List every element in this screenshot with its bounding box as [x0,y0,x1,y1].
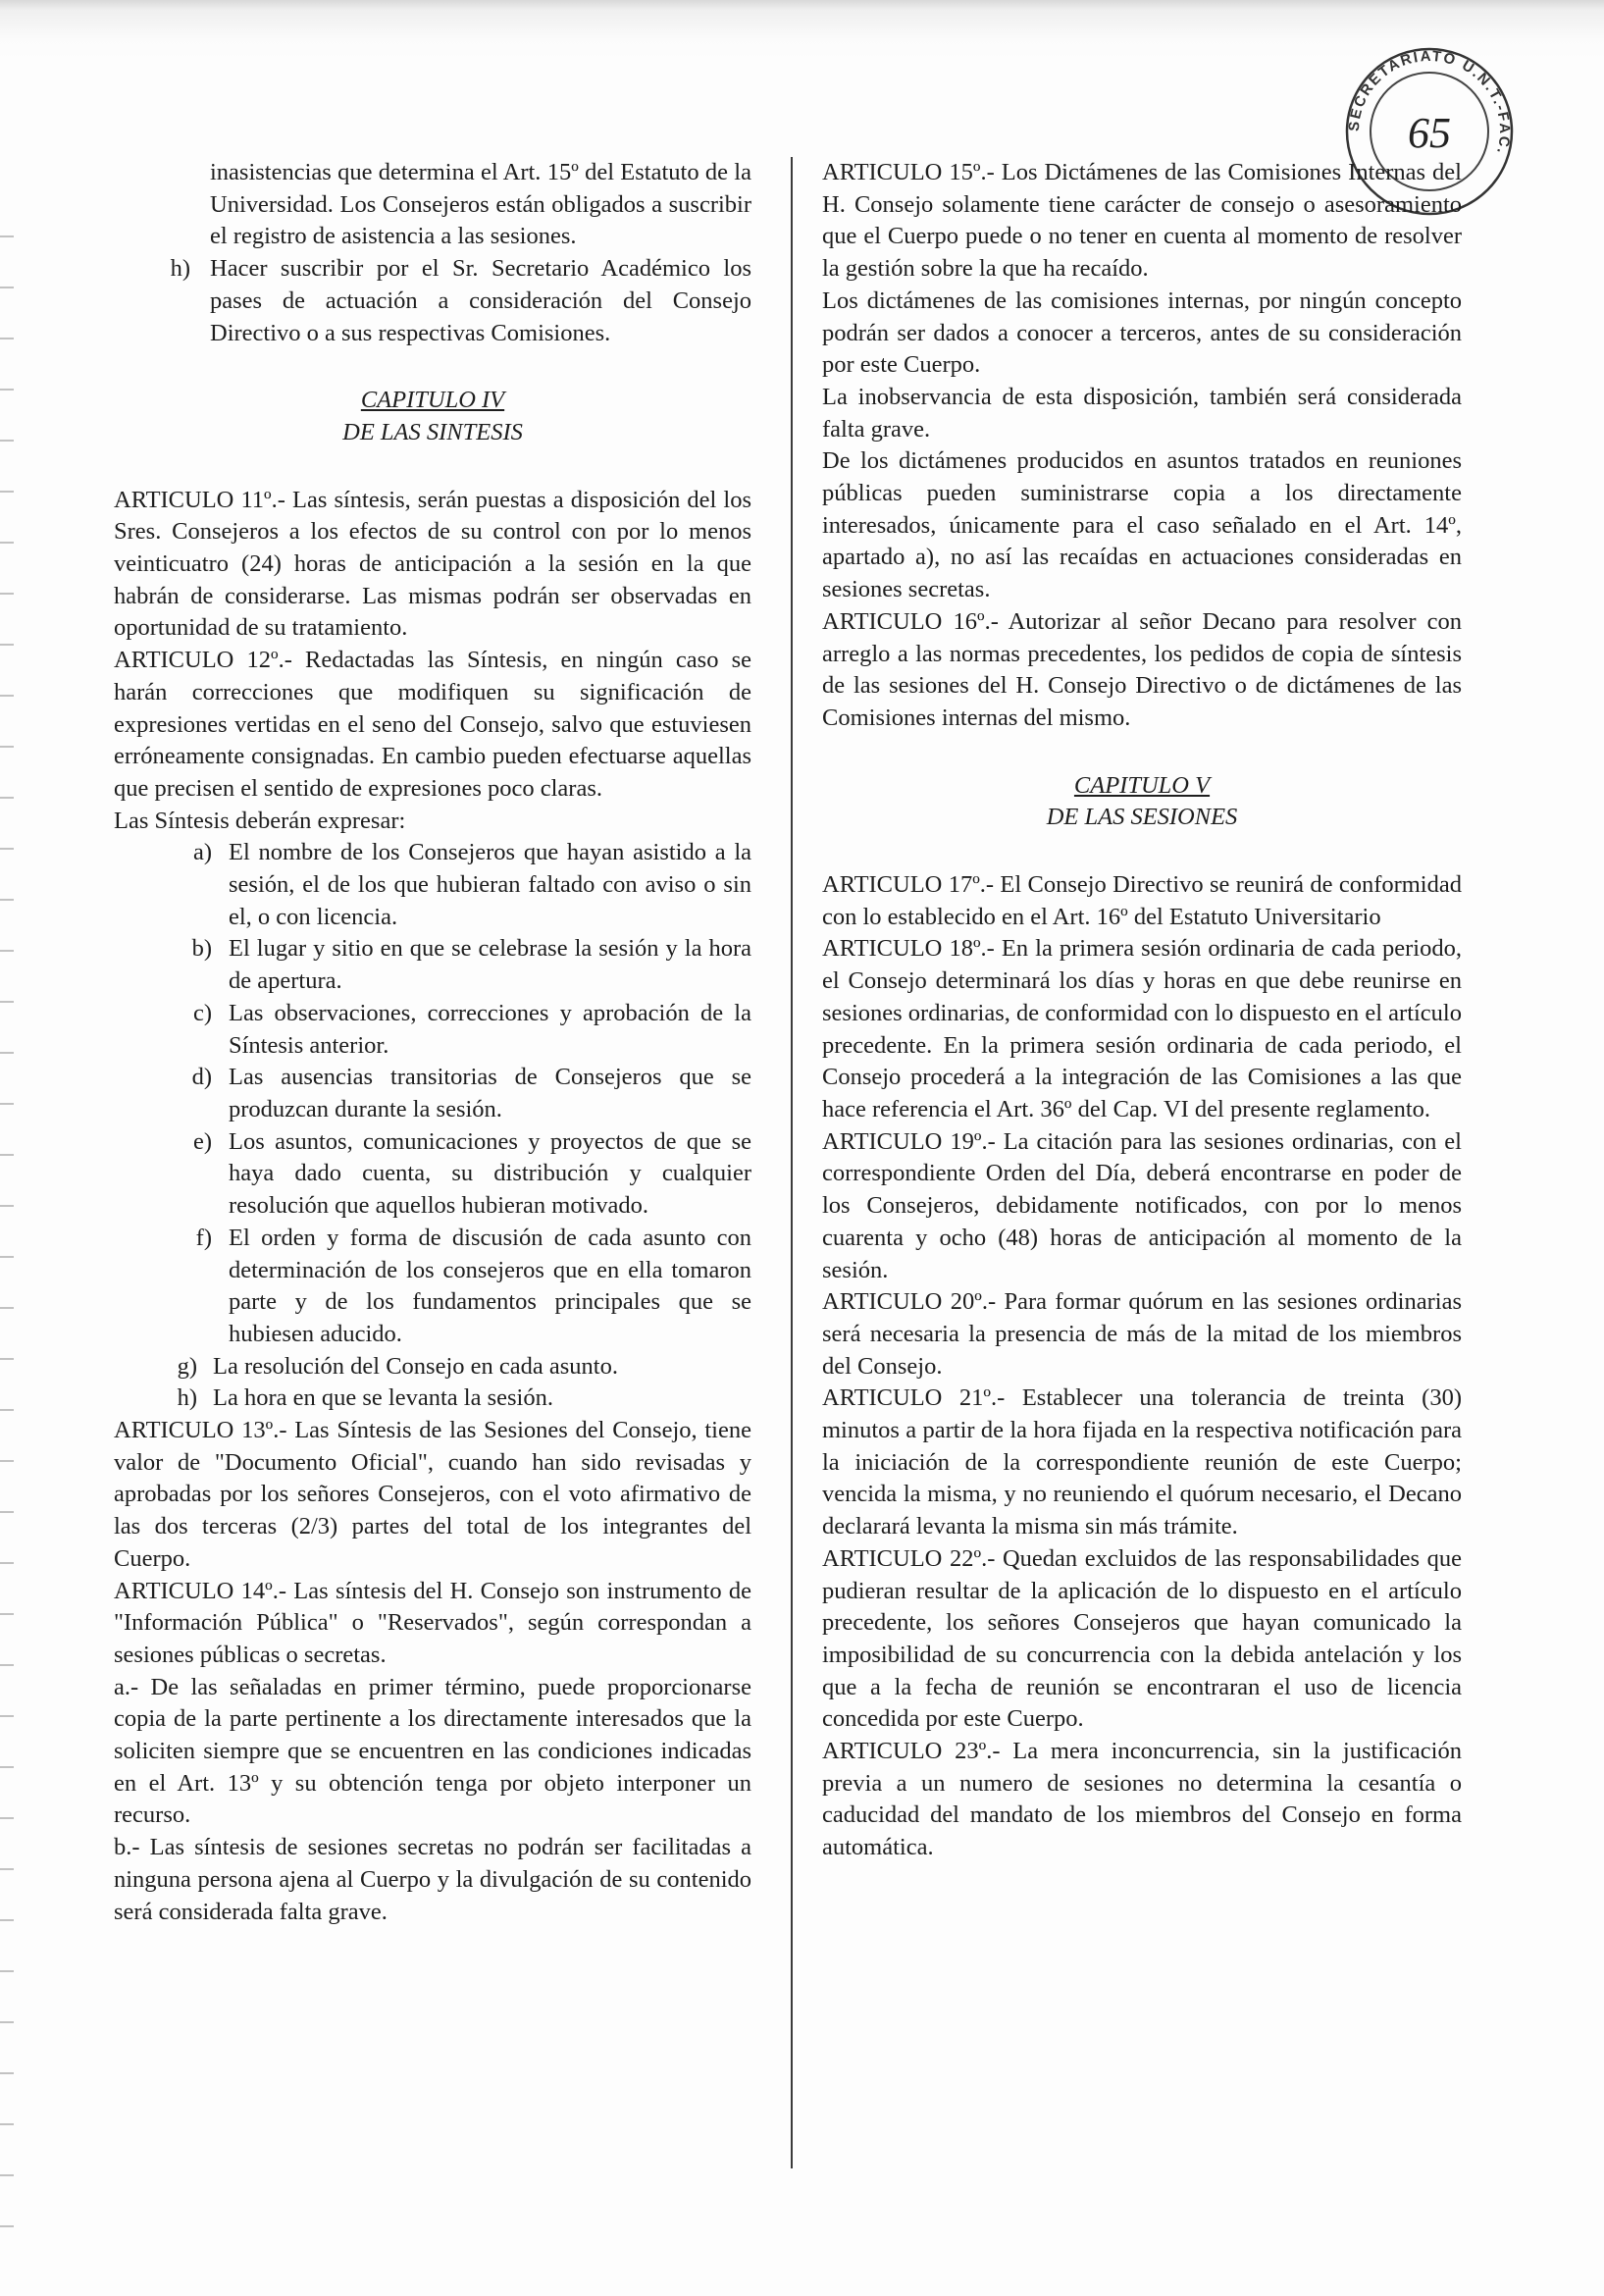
item-label: h) [177,1384,197,1412]
synthesis-contents-list [114,837,751,1415]
list-item [114,1062,751,1125]
article-22: ARTICULO 22º.- Quedan excluidos de las responsabilidades que pudieran resultar de la aplicación de lo dispuesto en el artículo precedente, los señores Consejeros que hayan comunicado la imposibilidad de su concurrencia con la debida antelación y los que a la fecha de reunión se encontraran el uso de licencia concedida por este Cuerpo. [822,1544,1462,1733]
article-15-paragraph: De los dictámenes producidos en asuntos tratados en reuniones públicas pueden suministrarse copia a los directamente interesados, únicamente para el caso señalado en el Art. 14º, apartado a), no así las recaídas en actuaciones consideradas en sesiones secretas. [822,447,1462,603]
item-label: f) [195,1224,212,1251]
list-item [114,1351,751,1383]
article-15: ARTICULO 15º.- Los Dictámenes de las Comisiones Internas del H. Consejo solamente tiene carácter de consejo o asesoramiento que el Cuerpo puede o no tener en cuenta al momento de resolver la gestión sobre la que ha recaído. [822,159,1462,283]
article-15-paragraph: Los dictámenes de las comisiones internas, por ningún concepto podrán ser dados a conocer a terceros, antes de su consideración por este Cuerpo. [822,287,1462,379]
left-column [114,157,751,1928]
item-text: Los asuntos, comunicaciones y proyectos de que se haya dado cuenta, su distribución y cualquier resolución que aquellos hubieran motivado. [229,1127,751,1220]
list-item [114,157,751,253]
article-12: ARTICULO 12º.- Redactadas las Síntesis, en ningún caso se harán correcciones que modifiquen su significación de expresiones vertidas en el seno del Consejo, salvo que estuviesen erróneamente consignadas. En cambio pueden efectuarse aquellas que precisen el sentido de expresiones poco claras. [114,647,751,802]
article-20: ARTICULO 20º.- Para formar quórum en las sesiones ordinarias será necesaria la presencia de más de la mitad de los miembros del Consejo. [822,1288,1462,1380]
article-11: ARTICULO 11º.- Las síntesis, serán puestas a disposición del los Sres. Consejeros a los efectos de su control con por lo menos veinticuatro (24) horas de anticipación a la sesión en la que habrán de considerarse. Las mismas podrán ser observadas en oportunidad de su tratamiento. [114,486,751,642]
item-text: El nombre de los Consejeros que hayan asistido a la sesión, el de los que hubieran faltado con aviso o sin el, o con licencia. [229,839,751,930]
list-item [114,837,751,933]
list-item [114,1223,751,1351]
handwritten-page-number: 65 [1408,109,1451,157]
article-18: ARTICULO 18º.- En la primera sesión ordinaria de cada periodo, el Consejo determinará los días y horas en que debe reunirse en sesiones ordinarias, de conformidad con lo dispuesto en el artículo precedente. En la primera sesión ordinaria de cada periodo, el Consejo procederá a la integración de las Comisiones a las que hace referencia el Art. 36º del Cap. VI del presente reglamento. [822,935,1462,1122]
item-label: g) [177,1352,197,1380]
chapter-title: CAPITULO IV [360,387,505,414]
chapter-subtitle: DE LAS SINTESIS [342,418,523,445]
column-divider [791,157,793,2168]
seal-ring-text: SECRETARIATO U.N.T.-FAC. [1345,47,1514,158]
intro-paragraph: inasistencias que determina el Art. 15º del Estatuto de la Universidad. Los Consejeros están obligados a suscribir el registro de asistencia a las sesiones. [210,159,751,250]
item-text: La resolución del Consejo en cada asunto. [213,1352,618,1380]
item-text: Hacer suscribir por el Sr. Secretario Académico los pases de actuación a consideración del Consejo Directivo o a sus respectivas Comisiones. [210,255,751,346]
chapter-subtitle: DE LAS SESIONES [1046,804,1238,831]
list-item [114,998,751,1062]
article-21: ARTICULO 21º.- Establecer una tolerancia de treinta (30) minutos a partir de la hora fijada en la respectiva notificación para la iniciación de la correspondiente reunión de este Cuerpo; vencida la misma, y no reuniendo el quórum necesario, el Decano declarará levanta la misma sin más trámite. [822,1384,1462,1540]
item-label: a) [192,839,212,866]
item-text: El orden y forma de discusión de cada asunto con determinación de los consejeros que en ella tomaron parte y de los fundamentos principales que se hubiesen aducido. [229,1224,751,1347]
list-item [114,1383,751,1415]
list-item [114,253,751,349]
item-label: e) [192,1127,212,1155]
item-text: Las ausencias transitorias de Consejeros que se produzcan durante la sesión. [229,1064,751,1122]
item-label: h) [170,255,190,283]
chapter-title: CAPITULO V [1073,771,1211,799]
article-16: ARTICULO 16º.- Autorizar al señor Decano para resolver con arreglo a las normas precedentes, los pedidos de copia de síntesis de las sesiones del H. Consejo Directivo o de dictámenes de las Comisiones internas del mismo. [822,607,1462,731]
list-item [114,933,751,997]
item-text: La hora en que se levanta la sesión. [213,1384,553,1412]
item-label: b) [191,935,212,963]
article-14-a: a.- De las señaladas en primer término, puede proporcionarse copia de la parte pertinente a los directamente interesados que la soliciten siempre que se encuentren en las condiciones indicadas en el Art. 13º y su obtención tenga por objeto interponer un recurso. [114,1673,751,1829]
item-text: El lugar y sitio en que se celebrase la sesión y la hora de apertura. [229,935,751,995]
article-23: ARTICULO 23º.- La mera inconcurrencia, sin la justificación previa a un numero de sesiones no determina la cesantía o caducidad del mandato de los miembros del Consejo en forma automática. [822,1738,1462,1861]
item-label: d) [191,1064,212,1091]
list-intro: Las Síntesis deberán expresar: [114,807,406,834]
article-14: ARTICULO 14º.- Las síntesis del H. Consejo son instrumento de "Información Pública" o "Reservados", según correspondan a sesiones públicas o secretas. [114,1577,751,1668]
right-column [822,157,1462,1864]
scan-margin-marks [0,196,14,2257]
article-13: ARTICULO 13º.- Las Síntesis de las Sesiones del Consejo, tiene valor de "Documento Oficial", cuando han sido revisadas y aprobadas por los señores Consejeros, con el voto afirmativo de las dos terceras (2/3) partes del total de los integrantes del Cuerpo. [114,1417,751,1572]
article-17: ARTICULO 17º.- El Consejo Directivo se reunirá de conformidad con lo establecido en el Art. 16º del Estatuto Universitario [822,871,1462,930]
article-19: ARTICULO 19º.- La citación para las sesiones ordinarias, con el correspondiente Orden del Día, deberá encontrarse en poder de los Consejeros, debidamente notificados, con por lo menos cuarenta y ocho (48) horas de anticipación al momento de la sesión. [822,1127,1462,1283]
article-15-paragraph: La inobservancia de esta disposición, también será considerada falta grave. [822,383,1462,443]
article-14-b: b.- Las síntesis de sesiones secretas no podrán ser facilitadas a ninguna persona ajena al Cuerpo y la divulgación de su contenido será considerada falta grave. [114,1834,751,1925]
item-label: c) [192,999,212,1026]
item-text: Las observaciones, correcciones y aprobación de la Síntesis anterior. [229,999,751,1059]
list-item [114,1126,751,1223]
